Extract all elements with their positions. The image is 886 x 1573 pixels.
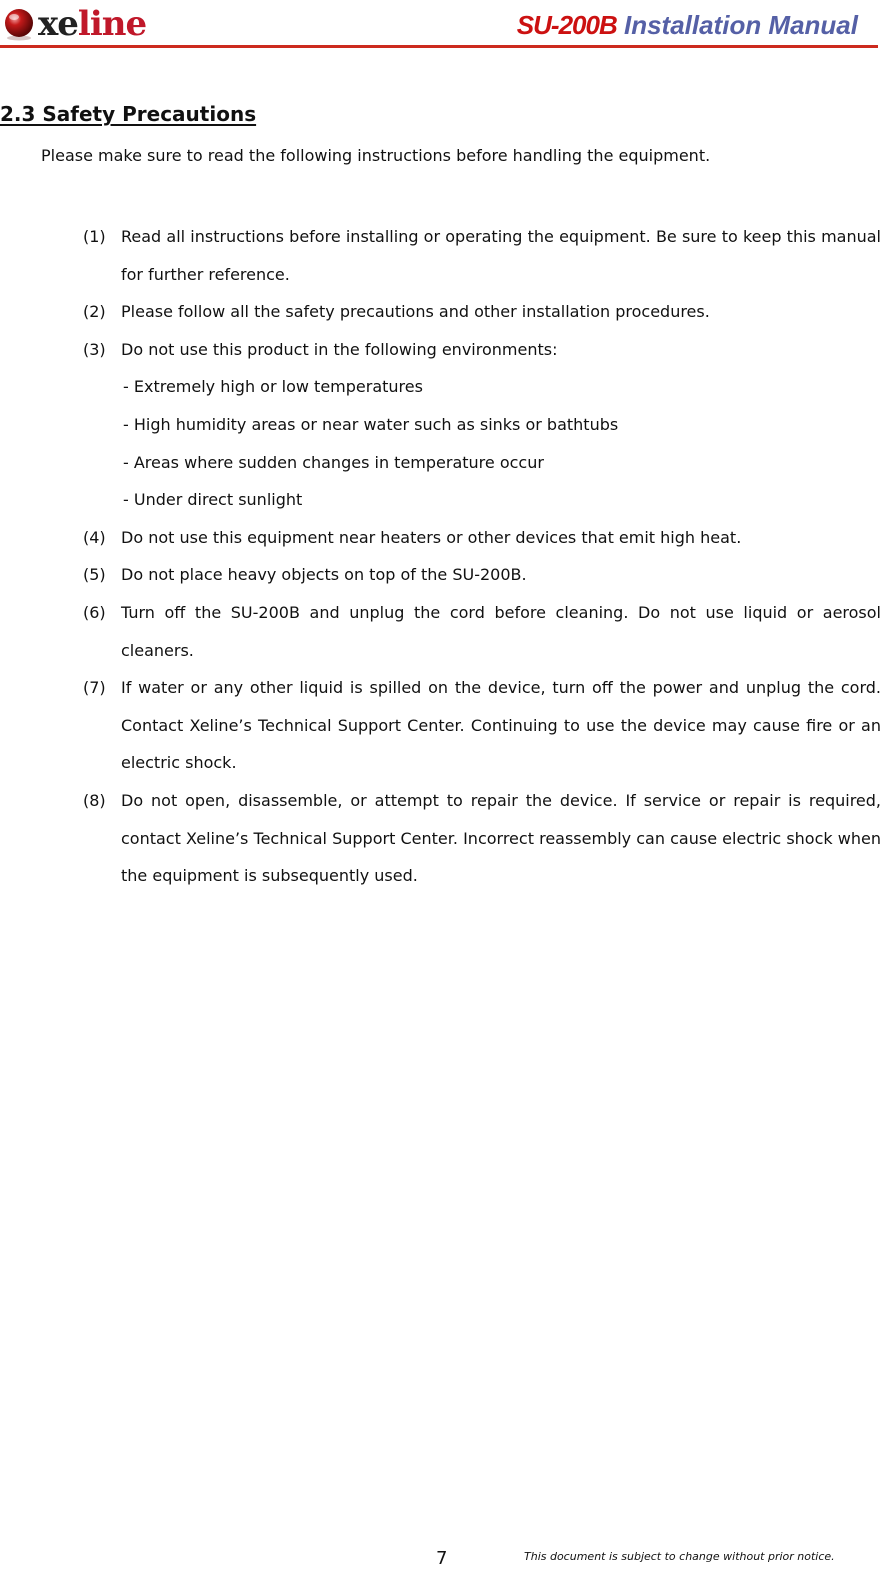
list-item: [83, 519, 881, 557]
list-item-text: Turn off the SU-200B and unplug the cord before cleaning. Do not use liquid or aerosol cleaners.: [121, 602, 881, 660]
list-item-number: (7): [83, 678, 106, 698]
list-item-text: Do not open, disassemble, or attempt to repair the device. If service or repair is required, contact Xeline’s Technical Support Center. Incorrect reassembly can cause electric shock when the equipment is subsequently used.: [121, 790, 881, 886]
list-item-text: Do not place heavy objects on top of the SU-200B.: [121, 565, 527, 585]
logo-wordmark-xe: xe: [38, 4, 78, 44]
list-item: [83, 594, 881, 669]
logo-wordmark-line: line: [77, 4, 147, 44]
list-item: [83, 218, 881, 293]
list-item-number: (1): [83, 227, 106, 246]
list-item-number: (5): [83, 565, 106, 585]
list-item: [83, 669, 881, 782]
section-heading: 2.3 Safety Precautions: [0, 102, 257, 126]
header-divider: [0, 45, 878, 48]
page-header: [0, 0, 886, 50]
logo-sphere-icon: [2, 7, 36, 41]
footer-note: This document is subject to change without prior notice.: [524, 1550, 835, 1563]
xeline-logo: [2, 4, 146, 44]
environment-item: - Under direct sunlight: [123, 490, 303, 510]
environment-item: - High humidity areas or near water such as sinks or bathtubs: [123, 414, 619, 434]
list-item: [83, 782, 881, 895]
list-item-number: (6): [83, 602, 106, 622]
list-item-text: Do not use this product in the following environments:: [121, 339, 558, 359]
environment-item: - Areas where sudden changes in temperature occur: [123, 452, 544, 472]
list-item-number: (3): [83, 339, 106, 359]
list-item: [83, 556, 881, 594]
document-title-model: SU-200B: [516, 10, 617, 40]
list-item-text: Please follow all the safety precautions and other installation procedures.: [121, 302, 710, 322]
list-item-text: If water or any other liquid is spilled on the device, turn off the power and unplug the cord. Contact Xeline’s Technical Support Center. Continuing to use the device may cause fire or an electric shock.: [121, 678, 881, 773]
list-item-number: (8): [83, 790, 106, 810]
list-item: [83, 293, 881, 331]
document-title-text: Installation Manual: [623, 10, 858, 40]
page-number: 7: [436, 1548, 448, 1569]
document-title: [517, 8, 858, 42]
list-item-number: (2): [83, 302, 106, 322]
list-item-number: (4): [83, 527, 106, 547]
list-item-text: Do not use this equipment near heaters or other devices that emit high heat.: [121, 527, 742, 547]
list-item-text: Read all instructions before installing or operating the equipment. Be sure to keep this manual for further reference.: [121, 227, 881, 284]
logo-wordmark: [38, 4, 146, 44]
environment-item: - Extremely high or low temperatures: [123, 377, 423, 397]
precautions-list: [83, 218, 881, 895]
section-intro: Please make sure to read the following instructions before handling the equipment.: [41, 146, 711, 165]
list-item: [83, 331, 881, 369]
